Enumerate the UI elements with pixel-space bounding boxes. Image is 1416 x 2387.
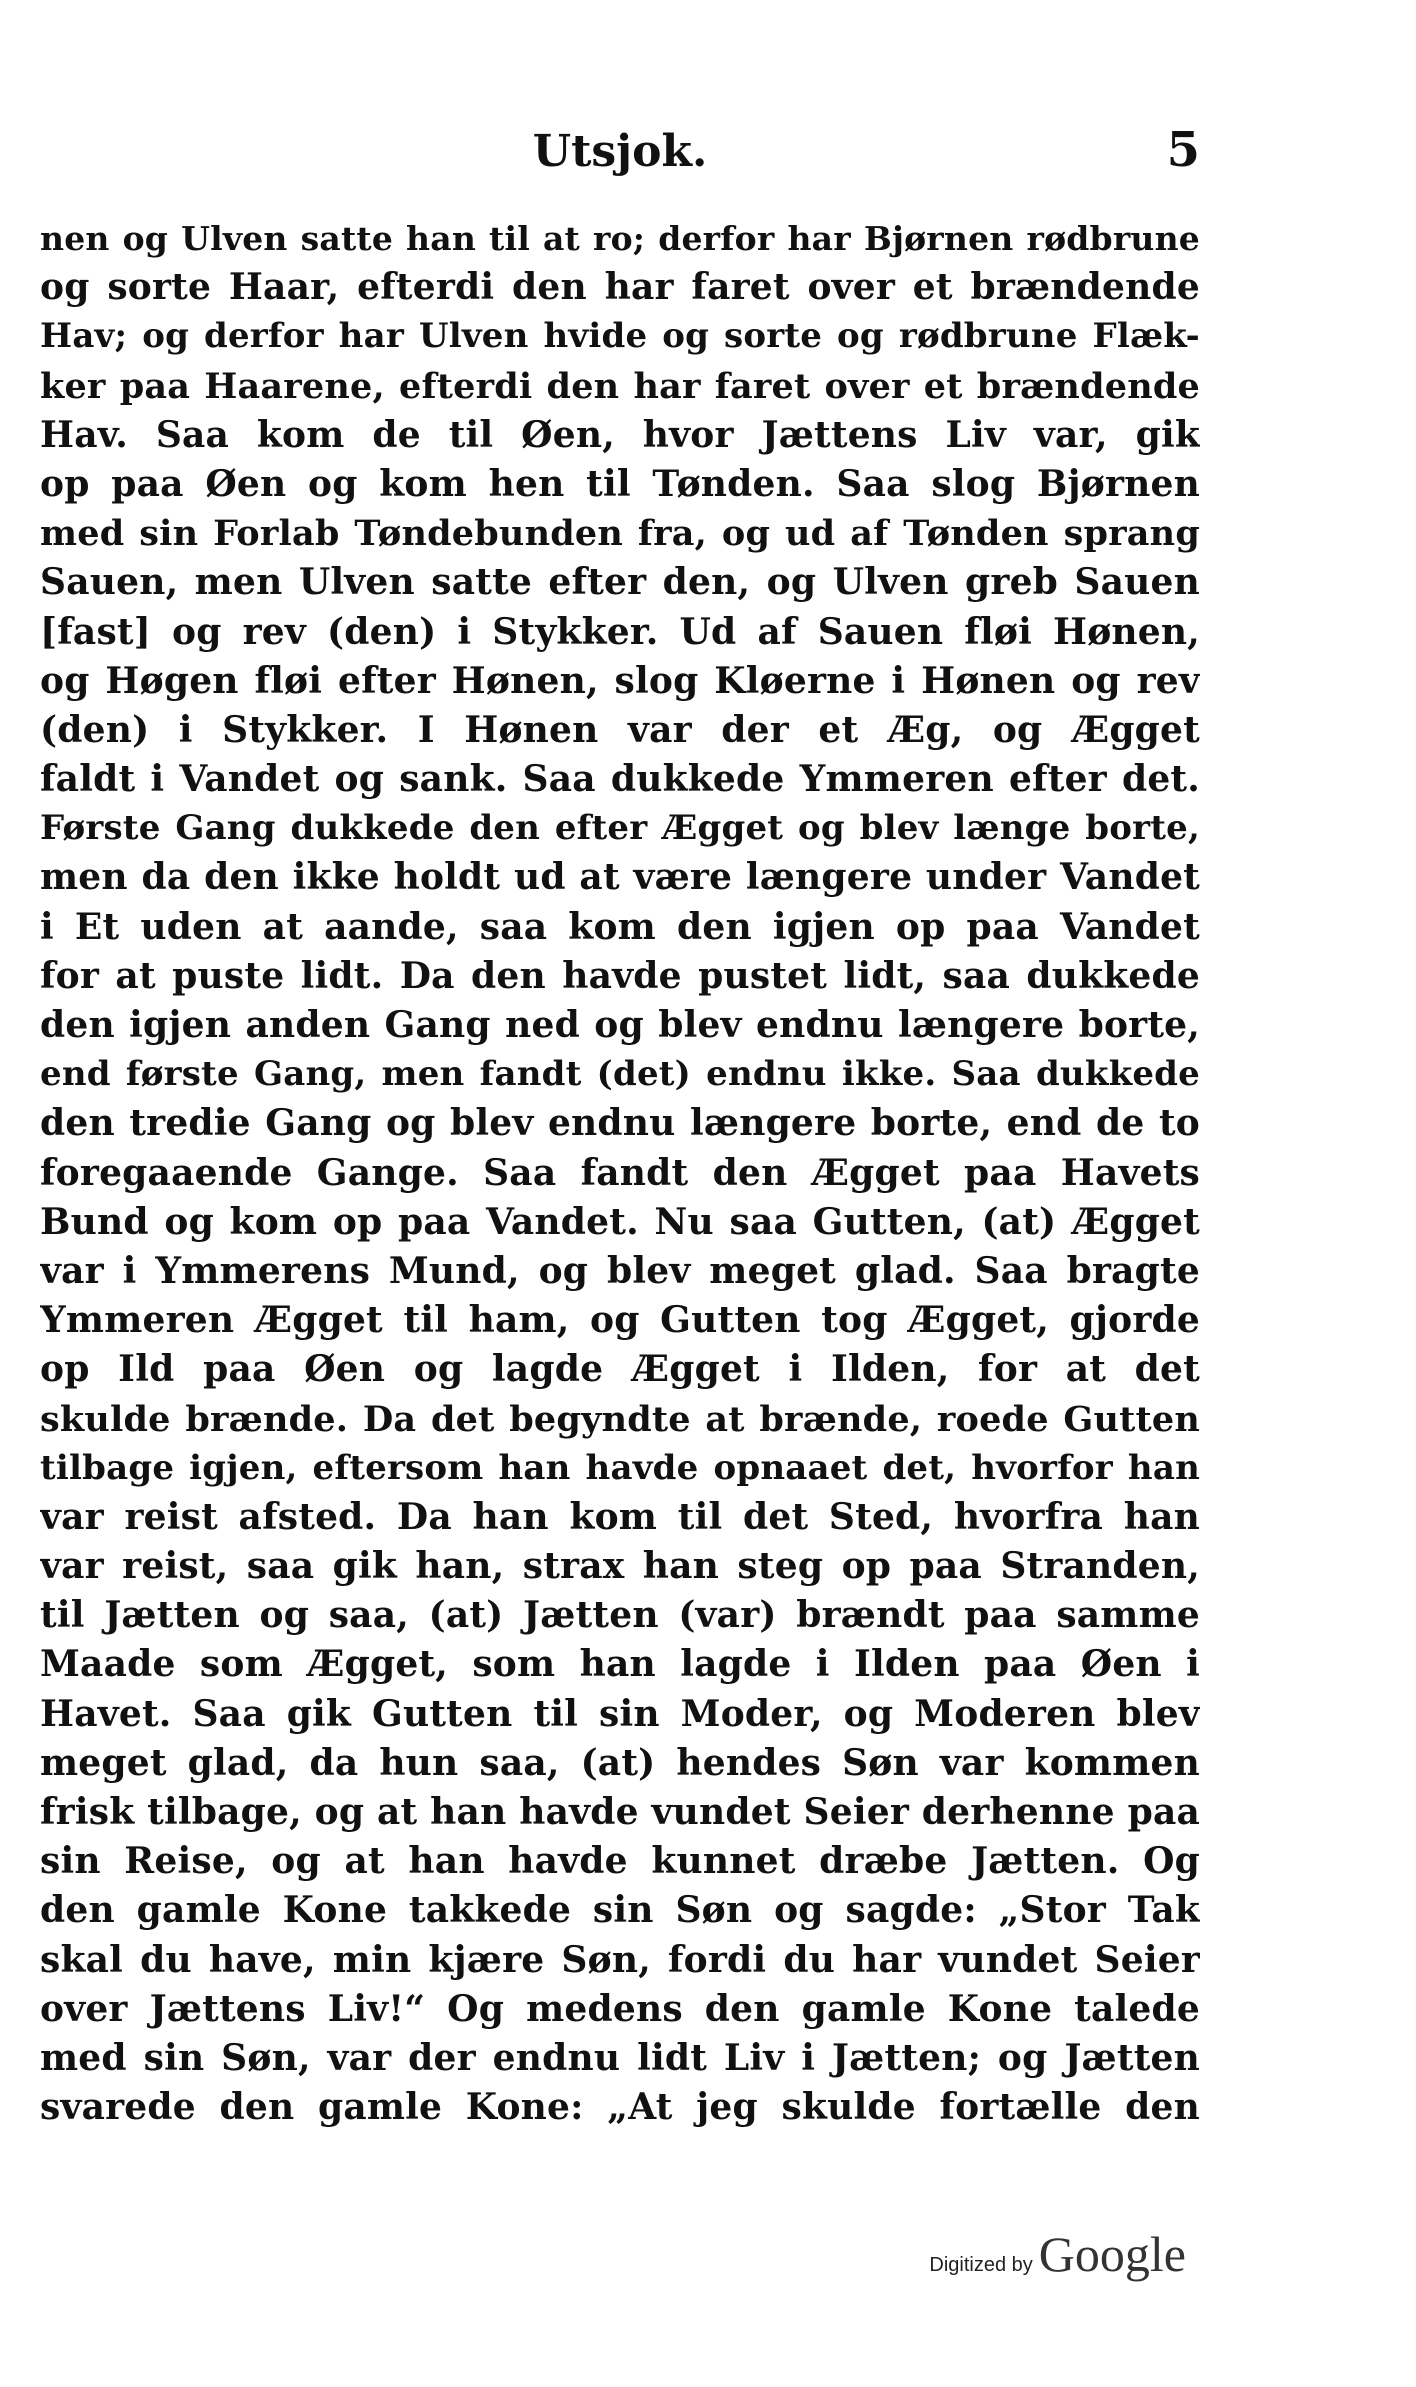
digitized-by-label: Digitized by — [929, 2254, 1033, 2276]
google-logo: Google — [1038, 2226, 1186, 2282]
text-line: skal du have, min kjære Søn, fordi du har vundet Seier — [40, 1938, 1200, 1981]
text-line: skulde brænde. Da det begyndte at brænde, roede Gutten — [40, 1398, 1200, 1440]
text-line: (den) i Stykker. I Hønen var der et Æg, og Ægget — [40, 708, 1200, 751]
page-number: 5 — [1166, 122, 1200, 178]
text-line: foregaaende Gange. Saa fandt den Ægget paa Havets — [40, 1151, 1200, 1194]
text-line: den gamle Kone takkede sin Søn og sagde: „Stor Tak — [40, 1889, 1200, 1932]
text-line: Maade som Ægget, som han lagde i Ilden paa Øen i — [40, 1643, 1200, 1686]
text-line: frisk tilbage, og at han havde vundet Seier derhenne paa — [40, 1791, 1200, 1833]
text-line: sin Reise, og at han havde kunnet dræbe Jætten. Og — [40, 1840, 1200, 1883]
text-line: over Jættens Liv!“ Og medens den gamle Kone talede — [40, 1987, 1200, 2030]
text-line: Ymmeren Ægget til ham, og Gutten tog Ægget, gjorde — [40, 1299, 1200, 1342]
text-line: tilbage igjen, eftersom han havde opnaaet det, hvorfor han — [40, 1447, 1200, 1488]
text-line: og sorte Haar, efterdi den har faret over et brændende — [40, 266, 1200, 309]
text-line: var reist, saa gik han, strax han steg op paa Stranden, — [40, 1545, 1200, 1588]
page-header — [40, 118, 1200, 188]
text-line: Første Gang dukkede den efter Ægget og blev længe borte, — [40, 808, 1200, 849]
text-line: Bund og kom op paa Vandet. Nu saa Gutten, (at) Ægget — [40, 1200, 1200, 1243]
text-line: end første Gang, men fandt (det) endnu ikke. Saa dukkede — [40, 1054, 1200, 1095]
text-line: Hav; og derfor har Ulven hvide og sorte og rødbrune Flæk- — [40, 316, 1200, 357]
text-line: op paa Øen og kom hen til Tønden. Saa slog Bjørnen — [40, 462, 1200, 505]
text-line: nen og Ulven satte han til at ro; derfor har Bjørnen rødbrune — [40, 219, 1200, 258]
text-line: med sin Søn, var der endnu lidt Liv i Jætten; og Jætten — [40, 2036, 1200, 2079]
text-line: op Ild paa Øen og lagde Ægget i Ilden, for at det — [40, 1348, 1200, 1391]
text-line: den igjen anden Gang ned og blev endnu længere borte, — [40, 1004, 1200, 1046]
text-line: den tredie Gang og blev endnu længere borte, end de to — [40, 1102, 1200, 1145]
text-line: var i Ymmerens Mund, og blev meget glad. Saa bragte — [40, 1249, 1200, 1292]
text-line: Havet. Saa gik Gutten til sin Moder, og Moderen blev — [40, 1692, 1200, 1735]
text-line: men da den ikke holdt ud at være længere under Vandet — [40, 856, 1200, 899]
text-line: til Jætten og saa, (at) Jætten (var) brændt paa samme — [40, 1594, 1200, 1637]
text-line: ker paa Haarene, efterdi den har faret over et brændende — [40, 365, 1200, 407]
text-line: meget glad, da hun saa, (at) hendes Søn var kommen — [40, 1741, 1200, 1784]
text-line: svarede den gamle Kone: „At jeg skulde fortælle den — [40, 2086, 1200, 2129]
text-line: var reist afsted. Da han kom til det Sted, hvorfra han — [40, 1495, 1200, 1538]
text-line: og Høgen fløi efter Hønen, slog Kløerne i Hønen og rev — [40, 659, 1200, 702]
body-text — [40, 214, 1200, 2132]
text-line: [fast] og rev (den) i Stykker. Ud af Sauen fløi Hønen, — [40, 610, 1200, 653]
digitization-watermark — [929, 2225, 1186, 2285]
text-line: Hav. Saa kom de til Øen, hvor Jættens Liv var, gik — [40, 413, 1200, 456]
text-line: Sauen, men Ulven satte efter den, og Ulven greb Sauen — [40, 561, 1200, 604]
text-line: for at puste lidt. Da den havde pustet lidt, saa dukkede — [40, 954, 1200, 997]
text-line: i Et uden at aande, saa kom den igjen op paa Vandet — [40, 905, 1200, 948]
running-title: Utsjok. — [532, 126, 708, 177]
text-line: med sin Forlab Tøndebunden fra, og ud af Tønden sprang — [40, 513, 1200, 555]
text-line: faldt i Vandet og sank. Saa dukkede Ymmeren efter det. — [40, 758, 1200, 801]
